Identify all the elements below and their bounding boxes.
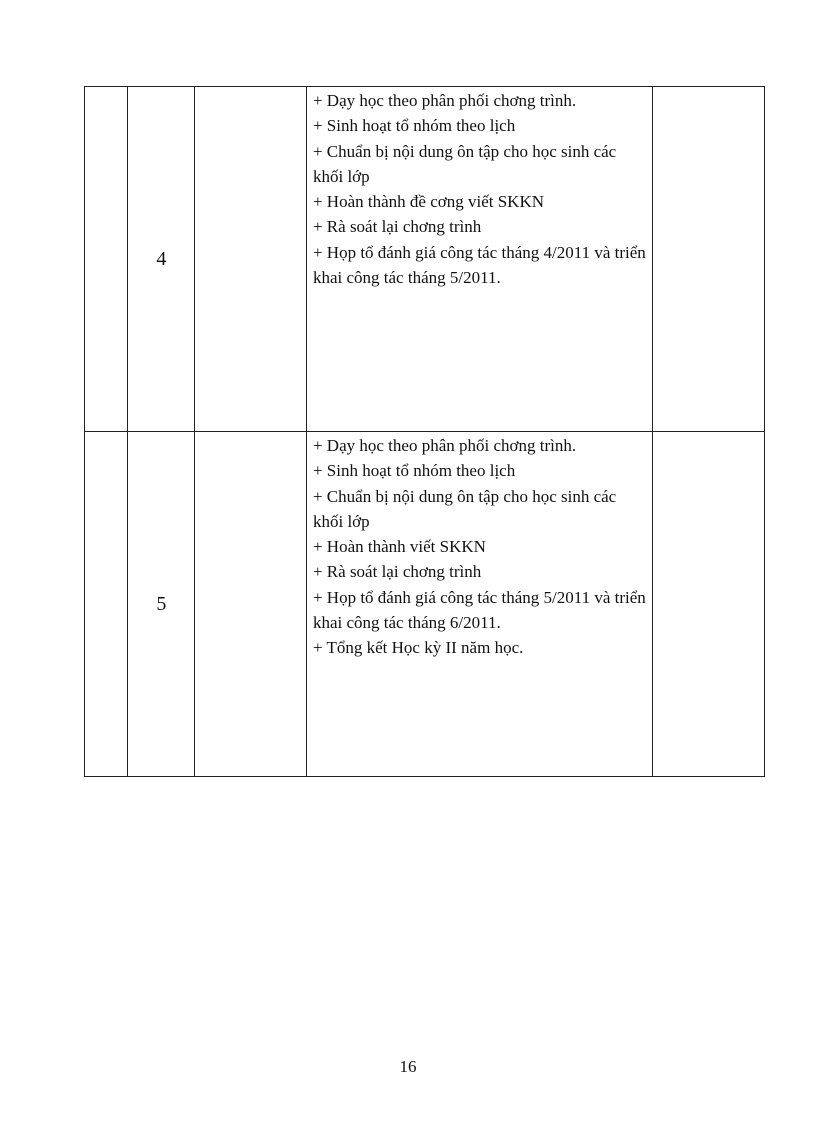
empty-cell-notes xyxy=(653,87,765,432)
task-item: + Họp tổ đánh giá công tác tháng 5/2011 và triển khai công tác tháng 6/2011. xyxy=(312,587,646,633)
tasks-cell xyxy=(306,432,653,777)
empty-cell-month xyxy=(85,432,128,777)
empty-cell-dates xyxy=(195,87,306,432)
task-item: + Hoàn thành viết SKKN xyxy=(312,537,486,557)
page-number: 16 xyxy=(399,1057,417,1076)
table-row-week-4 xyxy=(85,87,765,432)
empty-cell-dates xyxy=(195,432,306,777)
task-item: + Họp tổ đánh giá công tác tháng 4/2011 và triển khai công tác tháng 5/2011. xyxy=(312,242,646,288)
task-item: + Dạy học theo phân phối chơng trình. xyxy=(312,436,577,455)
empty-cell-notes xyxy=(653,432,765,777)
task-item: + Rà soát lại chơng trình xyxy=(312,562,482,582)
week-number: 4 xyxy=(156,247,167,270)
task-item: + Sinh hoạt tổ nhóm theo lịch xyxy=(312,116,516,136)
empty-cell-month xyxy=(85,87,128,432)
task-item: + Chuẩn bị nội dung ôn tập cho học sinh các khối lớp xyxy=(312,141,617,186)
task-item: + Chuẩn bị nội dung ôn tập cho học sinh các khối lớp xyxy=(312,486,617,531)
task-item: + Hoàn thành đề cơng viết SKKN xyxy=(312,192,545,212)
task-item: + Dạy học theo phân phối chơng trình. xyxy=(312,91,577,110)
task-item: + Rà soát lại chơng trình xyxy=(312,217,482,237)
task-list xyxy=(307,87,653,290)
task-item: + Sinh hoạt tổ nhóm theo lịch xyxy=(312,461,516,481)
table-row-week-5 xyxy=(85,432,765,777)
week-number-cell xyxy=(128,432,195,777)
task-list xyxy=(307,432,653,661)
week-number-cell xyxy=(128,87,195,432)
week-number: 5 xyxy=(156,592,167,615)
task-item: + Tổng kết Học kỳ II năm học. xyxy=(312,638,524,658)
work-plan-table xyxy=(84,86,765,777)
tasks-cell xyxy=(306,87,653,432)
